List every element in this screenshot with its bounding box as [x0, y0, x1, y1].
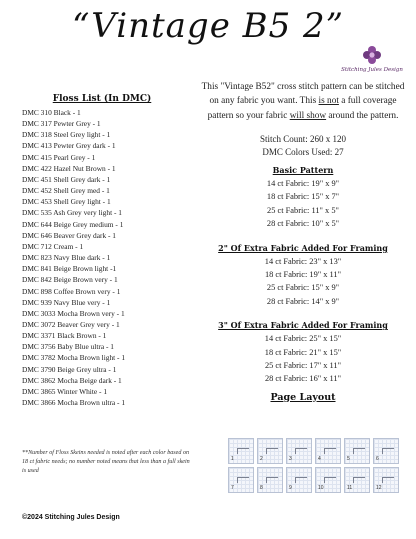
floss-item: DMC 422 Hazel Nut Brown - 1	[22, 163, 116, 173]
pattern-info	[198, 80, 408, 403]
page-thumbnail	[257, 467, 283, 493]
floss-item: DMC 3033 Mocha Brown very - 1	[22, 308, 125, 318]
floss-item: DMC 898 Coffee Brown very - 1	[22, 286, 121, 296]
pattern-preview	[382, 477, 394, 483]
pattern-preview	[266, 448, 278, 454]
page-layout-grid	[228, 438, 400, 493]
intro-paragraph	[198, 80, 408, 123]
basic-pattern-heading: Basic Pattern	[272, 164, 334, 175]
pattern-stats	[198, 133, 408, 159]
copyright: ©2024 Stitching Jules Design	[22, 514, 120, 521]
pattern-preview	[353, 477, 365, 483]
floss-item: DMC 453 Shell Grey light - 1	[22, 197, 111, 207]
flower-logo-icon	[361, 44, 383, 66]
floss-heading: Floss List (In DMC)	[52, 94, 152, 104]
pattern-preview	[382, 448, 394, 454]
floss-footnote: **Number of Floss Skeins needed is noted after each color based on 18 ct fabric needs; no number noted means that less than a full skein is used	[22, 450, 190, 474]
floss-item: DMC 823 Navy Blue dark - 1	[22, 253, 111, 263]
floss-item: DMC 452 Shell Grey med - 1	[22, 186, 110, 196]
fabric-size: 28 ct Fabric: 10" x 5"	[266, 219, 340, 229]
fabric-size: 14 ct Fabric: 23" x 13"	[264, 256, 342, 266]
floss-item: DMC 310 Black - 1	[22, 108, 81, 117]
floss-item: DMC 3866 Mocha Brown ultra - 1	[22, 398, 126, 408]
floss-item: DMC 3865 Winter White - 1	[22, 386, 108, 396]
floss-list	[22, 107, 192, 408]
page-thumbnail	[257, 438, 283, 464]
page-number: 12	[376, 485, 382, 491]
floss-item: DMC 535 Ash Grey very light - 1	[22, 208, 122, 218]
extra3-sizes	[198, 332, 408, 386]
floss-item: DMC 317 Pewter Grey - 1	[22, 119, 101, 129]
floss-item: DMC 939 Navy Blue very - 1	[22, 297, 111, 307]
fabric-size: 14 ct Fabric: 25" x 15"	[264, 334, 342, 344]
fabric-size: 18 ct Fabric: 21" x 15"	[264, 347, 342, 357]
page-thumbnail	[228, 467, 254, 493]
floss-item: DMC 415 Pearl Grey - 1	[22, 152, 96, 162]
page-number: 10	[318, 485, 324, 491]
pattern-preview	[295, 477, 307, 483]
floss-item: DMC 451 Shell Grey dark - 1	[22, 174, 111, 184]
page-thumbnail	[373, 467, 399, 493]
page-number: 6	[376, 456, 379, 462]
colors-used: DMC Colors Used: 27	[262, 146, 344, 157]
fabric-size: 28 ct Fabric: 16" x 11"	[264, 374, 342, 384]
floss-item: DMC 3862 Mocha Beige dark - 1	[22, 375, 122, 385]
fabric-size: 14 ct Fabric: 19" x 9"	[266, 178, 340, 188]
pattern-preview	[237, 477, 249, 483]
page-number: 11	[347, 485, 353, 491]
floss-item: DMC 413 Pewter Grey dark - 1	[22, 141, 116, 151]
floss-item: DMC 842 Beige Brown very - 1	[22, 275, 118, 285]
pattern-preview	[266, 477, 278, 483]
page-number: 8	[260, 485, 263, 491]
page-number: 3	[289, 456, 292, 462]
intro-will-show: will show	[289, 110, 327, 121]
extra3-heading: 3" Of Extra Fabric Added For Framing	[218, 320, 388, 331]
stitch-count: Stitch Count: 260 x 120	[259, 133, 346, 144]
page-number: 1	[231, 456, 234, 462]
fabric-size: 18 ct Fabric: 19" x 11"	[264, 269, 342, 279]
intro-text-2: a full coverage pattern so your fabric	[207, 96, 397, 121]
fabric-size: 28 ct Fabric: 14" x 9"	[266, 296, 340, 306]
pattern-preview	[353, 448, 365, 454]
fabric-size: 25 ct Fabric: 17" x 11"	[264, 360, 342, 370]
floss-section	[22, 94, 192, 408]
brand-logo	[340, 44, 404, 73]
floss-item: DMC 646 Beaver Grey dark - 1	[22, 230, 116, 240]
page-thumbnail	[228, 438, 254, 464]
intro-text-1: This "Vintage B52" cross stitch pattern can be stitched on any fabric you want. This	[201, 82, 405, 107]
extra2-heading: 2" Of Extra Fabric Added For Framing	[218, 242, 388, 253]
page-thumbnail	[286, 438, 312, 464]
pattern-preview	[237, 448, 249, 454]
floss-item: DMC 3072 Beaver Grey very - 1	[22, 319, 120, 329]
page-thumbnail	[344, 438, 370, 464]
page-layout-heading: Page Layout	[270, 391, 336, 403]
page-number: 2	[260, 456, 263, 462]
page-number: 5	[347, 456, 350, 462]
fabric-size: 25 ct Fabric: 11" x 5"	[267, 205, 339, 215]
extra2-sizes	[198, 255, 408, 309]
floss-item: DMC 3756 Baby Blue ultra - 1	[22, 342, 114, 352]
fabric-size: 25 ct Fabric: 15" x 9"	[266, 283, 340, 293]
page-thumbnail	[344, 467, 370, 493]
page-number: 4	[318, 456, 321, 462]
floss-item: DMC 712 Cream - 1	[22, 241, 84, 251]
floss-item: DMC 318 Steel Grey light - 1	[22, 130, 111, 140]
pattern-preview	[324, 477, 336, 483]
pattern-preview	[324, 448, 336, 454]
intro-is-not: is not	[318, 96, 339, 107]
page-thumbnail	[373, 438, 399, 464]
floss-item: DMC 3371 Black Brown - 1	[22, 331, 107, 341]
page-thumbnail	[286, 467, 312, 493]
floss-item: DMC 3790 Beige Grey ultra - 1	[22, 364, 117, 374]
page-number: 9	[289, 485, 292, 491]
fabric-size: 18 ct Fabric: 15" x 7"	[266, 192, 340, 202]
intro-text-3: around the pattern.	[326, 110, 399, 121]
page-number: 7	[231, 485, 234, 491]
pattern-preview	[295, 448, 307, 454]
floss-item: DMC 3782 Mocha Brown light - 1	[22, 353, 126, 363]
pattern-title: “Vintage B5 2”	[71, 6, 345, 46]
basic-pattern-sizes	[198, 177, 408, 231]
page-thumbnail	[315, 467, 341, 493]
page-thumbnail	[315, 438, 341, 464]
brand-name: Stitching Jules Design	[341, 67, 403, 73]
floss-item: DMC 841 Beige Brown light -1	[22, 264, 117, 274]
floss-item: DMC 644 Beige Grey medium - 1	[22, 219, 124, 229]
